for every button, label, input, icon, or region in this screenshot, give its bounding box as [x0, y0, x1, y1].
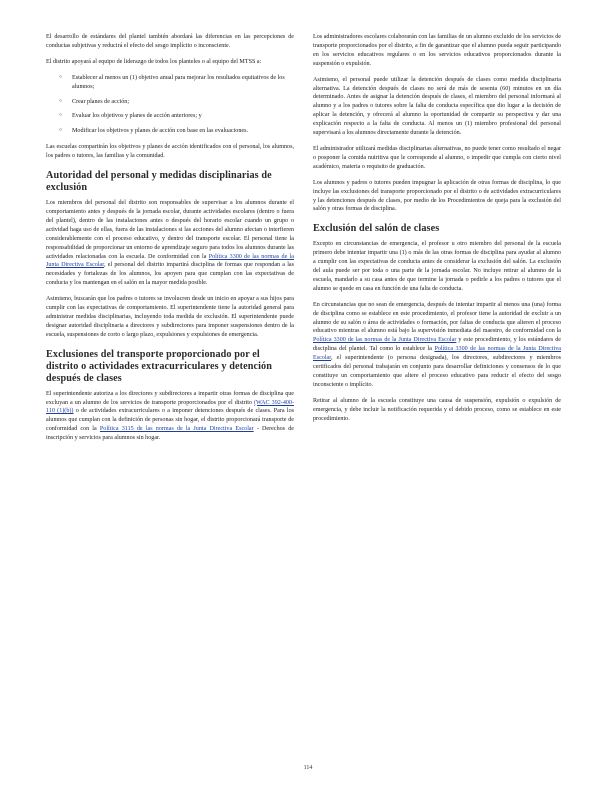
paragraph: Los alumnos y padres o tutores pueden impugnar la aplicación de otras formas de disciplina, lo que incluye las exclusiones del transporte proporcionado por el distrito o de actividades extracurriculares y las detenciones después de clases, por medio de los Procedimientos de queja para la exclusión del salón y otras formas de disciplina. — [313, 179, 561, 213]
paragraph: Los administradores escolares colaborarán con las familias de un alumno excluido de los servicios de transporte proporcionados por el distrito, a fin de garantizar que el alumno pueda seguir participando en los servicios educativos regulares o en los servicios educativos proporcionados durante la suspensión o expulsión. — [313, 34, 561, 67]
paragraph: Las escuelas compartirán los objetivos y planes de acción identificados con el personal, los alumnos, los padres o tutores, las familias y la comunidad. — [46, 144, 294, 160]
text-run: Los miembros del personal del distrito son responsables de supervisar a los alumnos durante el comportamiento antes y después de la jornada escolar, durante actividades escolares (dentro o fuera del plantel), dentro de las instalaciones antes o después del horario escolar cuando un grupo o actividad haga uso de ellas, fuera de las instalaciones si las acciones del alumno afectan o interfieren considerablemente con el proceso educativo, y dentro del transporte escolar. El personal tiene la responsabilidad de proporcionar un entorno de aprendizaje seguro para todos los alumnos durante las actividades relacionadas con la escuela. De conformidad con la — [46, 200, 294, 260]
text-run: - Derechos de inscripción y servicios para alumnos sin hogar. — [46, 426, 294, 442]
paragraph — [46, 199, 294, 288]
text-run: En circunstancias que no sean de emergencia, después de intentar impartir al menos una (una) forma de disciplina como se establece en este procedimiento, el profesor tiene la autoridad de excluir a un alumno de su salón o área de actividades o formación, por faltas de conducta que alteren el proceso educativo mientras el alumno está bajo la supervisión inmediata del maestro, de conformidad con la — [313, 301, 561, 335]
paragraph: El desarrollo de estándares del plantel también abordará las diferencias en las percepciones de conductas subjetivas y reducirá el efecto del sesgo implícito o inconsciente. — [46, 34, 294, 49]
paragraph: El administrador utilizará medidas disciplinarias alternativas, no puede tener como resultado el negar o posponer la comida nutritiva que le corresponde al alumno, o impedir que cumpla con cierto nivel académico, materia o requisito de graduación. — [313, 145, 561, 170]
paragraph: Asimismo, buscarán que los padres o tutores se involucren desde un inicio en apoyar a sus hijos para cumplir con las expectativas de comportamiento. El superintendente tiene la autoridad general para administrar medidas disciplinarias, incluyendo toda medida de exclusión. El superintendente puede designar autoridad disciplinaria a directores y subdirectores para imponer suspensiones dentro de la escuela, suspensiones de corto o largo plazo, expulsiones y expulsiones de emergencia. — [46, 296, 294, 338]
text-run: El superintendente autoriza a los directores y subdirectores a impartir otras formas de disciplina que excluyan a un alumno de los servicios de transporte proporcionados por el distrito — [46, 390, 294, 406]
text-run: y este procedimiento, y los estándares de disciplina del plantel. Tal como lo establece la — [313, 337, 561, 353]
list-item: ○ Evaluar los objetivos y planes de acción anteriores; y — [60, 112, 294, 121]
paragraph: Excepto en circunstancias de emergencia, el profesor u otro miembro del personal de la escuela primero debe intentar impartir una (1) o más de las otras formas de disciplina para ayudar al alumno a cumplir con las expectativas de conducta antes de considerar la exclusión del salón. La exclusión del aula puede ser por toda o una parte de la jornada escolar. No incluye retirar al alumno de la escuela, mandarlo a su casa antes de que termine la jornada o pedirle a los padres o tutores que el alumno se quede en casa en función de una falta de conducta. — [313, 241, 561, 292]
list-item: ○ Crear planes de acción; — [60, 98, 294, 107]
text-run: , el personal del distrito impartirá disciplina de formas que respondan a las necesidades y fortalezas de los alumnos, los apoyen para que cumplan con las expectativas de conducta y los mantengan en el salón en la mayor medida posible. — [46, 262, 295, 287]
left-column — [46, 33, 294, 450]
objectives-list — [46, 74, 294, 137]
section-heading: Exclusiones del transporte proporcionado por el distrito o actividades extracurriculares y detención después de clases — [46, 348, 272, 384]
policy-3300-link[interactable]: Política 3300 de las normas de la Junta Directiva Escolar — [46, 253, 294, 269]
section-heading: Exclusión del salón de clases — [313, 223, 440, 235]
policy-3300-link[interactable]: Política 3300 de las normas de la Junta Directiva Escolar — [313, 337, 457, 344]
paragraph: El distrito apoyará al equipo de liderazgo de todos los planteles o al equipo del MTSS a: — [46, 58, 262, 65]
list-item: ○ Establecer al menos un (1) objetivo anual para mejorar los resultados equitativos de los alumnos; — [60, 74, 294, 92]
policy-3115-link[interactable]: Política 3115 de las normas de la Junta Directiva Escolar — [99, 426, 254, 433]
text-run: , el superintendente (o persona designada), los directores, subdirectores y miembros certificados del personal trabajarán en conjunto para desarrollar definiciones y consensos de lo que constituye un comportamiento que altere el proceso educativo para reducir el efecto del sesgo inconsciente o implícito. — [313, 355, 561, 388]
paragraph — [46, 390, 294, 443]
wac-link[interactable]: (WAC 392-400-110 (1)(b)) — [46, 399, 294, 415]
policy-3300-link[interactable]: Política 3300 de las normas de la Junta Directiva Escolar — [313, 346, 561, 362]
right-column — [313, 33, 561, 431]
list-item: ○ Modificar los objetivos y planes de acción con base en las evaluaciones. — [60, 127, 294, 136]
paragraph: Asimismo, el personal puede utilizar la detención después de clases como medida disciplinaria alternativa. La detención después de clases no será de más de sesenta (60) minutos en un día determinado. Antes de asignar la detención después de clases, el miembro del personal informará al alumno y a los padres o tutores sobre la falta de conducta específica que dio lugar a la decisión de aplicar la detención, y ofrecerá al alumno la oportunidad de compartir su perspectiva y dar una explicación respecto a la falta de conducta. Al menos un (1) miembro profesional del personal supervisará a los alumnos directamente durante la detención. — [313, 76, 561, 137]
text-run: o de actividades extracurriculares o a imponer detenciones después de clases. Para los alumnos que cumplan con la definición de personas sin hogar, el distrito proporcionará transporte de conformidad con la — [46, 408, 294, 433]
paragraph: Retirar al alumno de la escuela constituye una causa de suspensión, expulsión o expulsión de emergencia, y debe incluir la notificación requerida y el debido proceso, como se establece en este procedimiento. — [313, 397, 561, 422]
section-heading: Autoridad del personal y medidas disciplinarias de exclusión — [46, 170, 272, 194]
page-number: 114 — [303, 765, 313, 771]
paragraph — [313, 301, 561, 390]
